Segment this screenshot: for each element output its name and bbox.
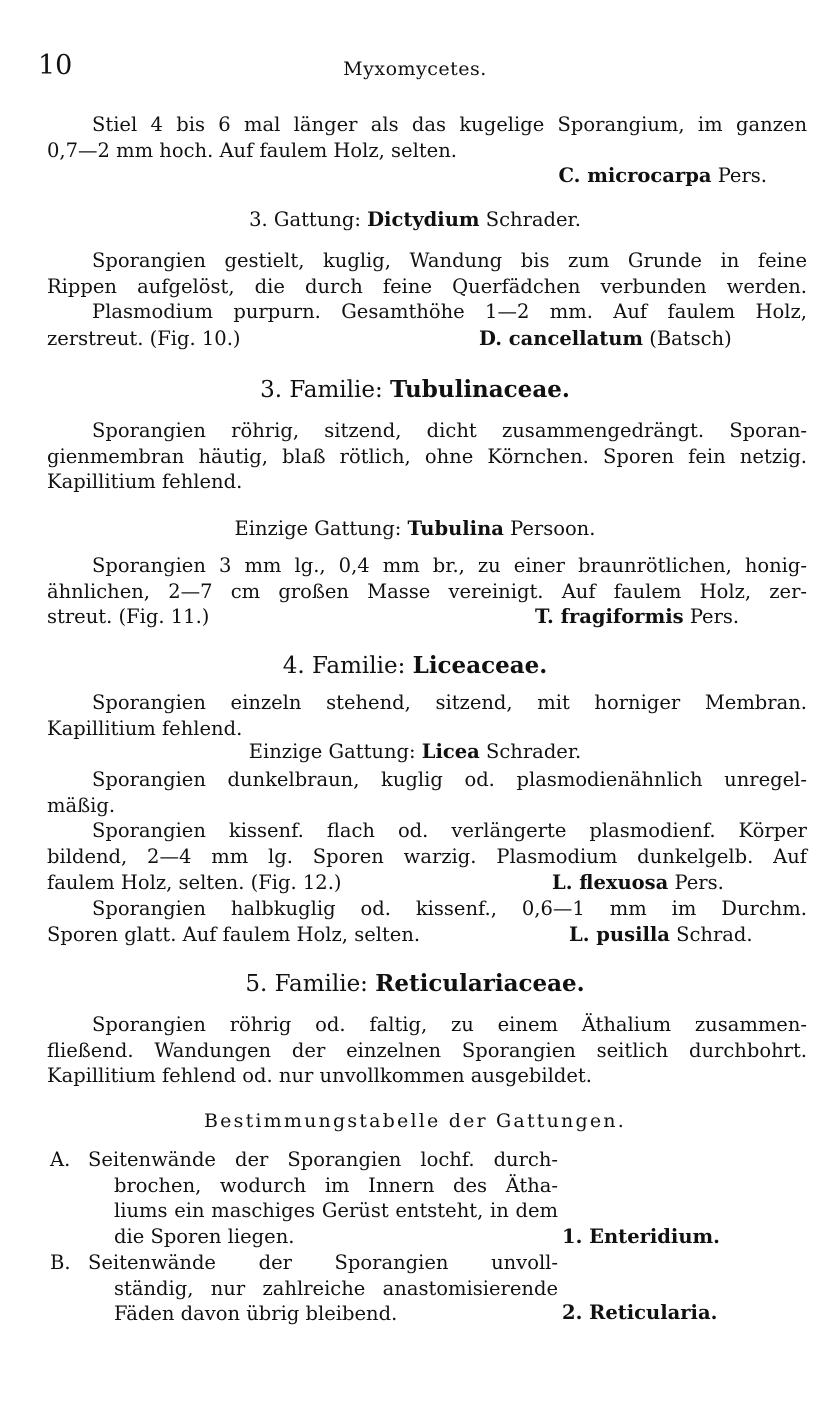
text-line: Seitenwände der Sporangien unvoll-: [88, 1251, 558, 1274]
text-line: mäßig.: [47, 793, 116, 817]
continuation-paragraph: [47, 112, 807, 163]
tubulinaceae-paragraph: [47, 418, 807, 495]
text-line: gienmembran häutig, blaß rötlich, ohne Körnchen. Sporen fein netzig.: [47, 444, 807, 468]
liceaceae-paragraph: [47, 690, 807, 741]
text-line: Rippen aufgelöst, die durch feine Querfädchen verbunden werden.: [47, 274, 807, 298]
key-entry-b: [50, 1250, 750, 1330]
text-line: ähnlichen, 2—7 cm großen Masse vereinigt. Auf faulem Holz, zer-: [47, 579, 807, 603]
text-line: Sporangien kissenf. flach od. verlängerte plasmodienf. Körper: [92, 819, 807, 842]
licea-key-paragraph: [47, 767, 807, 869]
species-line: [47, 326, 807, 352]
key-title: Bestimmungstabelle der Gattungen.: [204, 1110, 626, 1132]
genus-author: Persoon.: [503, 517, 596, 540]
running-title: Myxomycetes.: [343, 58, 487, 80]
species-name: T. fragiformis: [535, 605, 684, 628]
species-author: Schrad.: [676, 923, 753, 946]
text-line: streut. (Fig. 11.): [47, 605, 210, 628]
tubulina-paragraph: [47, 553, 807, 604]
species-line: [47, 870, 807, 896]
genus-prefix: 3. Gattung:: [249, 208, 368, 231]
text-line: 0,7—2 mm hoch. Auf faulem Holz, selten.: [47, 138, 457, 162]
genus-author: Schrader.: [479, 740, 582, 763]
species-line: [47, 163, 807, 189]
text-line: brochen, wodurch im Innern des Ätha-: [114, 1173, 558, 1197]
species-line: [47, 922, 807, 948]
key-text: [88, 1147, 558, 1249]
dictydium-paragraph: [47, 248, 807, 325]
key-entry-a: [50, 1147, 750, 1251]
species-author: Pers.: [717, 164, 767, 187]
genus-author: Schrader.: [479, 208, 581, 231]
text-line: Sporangien röhrig, sitzend, dicht zusammengedrängt. Sporan-: [92, 419, 807, 442]
text-line: die Sporen liegen.: [114, 1224, 295, 1248]
family-heading: [0, 652, 830, 679]
genus-heading: [0, 517, 830, 540]
species-name: D. cancellatum: [479, 327, 644, 350]
genus-prefix: Einzige Gattung:: [234, 517, 408, 540]
genus-name: Tubulina: [407, 517, 504, 540]
text-line: bildend, 2—4 mm lg. Sporen warzig. Plasmodium dunkelgelb. Auf: [47, 844, 807, 868]
text-line: Sporangien röhrig od. faltig, zu einem Äthalium zusammen-: [92, 1013, 807, 1036]
text-line: Sporangien gestielt, kuglig, Wandung bis zum Grunde in feine: [92, 249, 807, 272]
text-line: Stiel 4 bis 6 mal länger als das kugelige Sporangium, im ganzen: [92, 113, 807, 136]
text-line: Plasmodium purpurn. Gesamthöhe 1—2 mm. Auf faulem Holz,: [92, 300, 807, 323]
page-number: 10: [38, 50, 73, 81]
genus-name: Licea: [421, 740, 480, 763]
text-line: fließend. Wandungen der einzelnen Sporangien seitlich durchbohrt.: [47, 1038, 807, 1062]
text-line: faulem Holz, selten. (Fig. 12.): [47, 871, 342, 894]
key-letter: B.: [50, 1251, 71, 1274]
genus-heading: [0, 208, 830, 231]
key-letter: A.: [50, 1148, 71, 1171]
text-line: Seitenwände der Sporangien lochf. durch-: [88, 1148, 558, 1171]
family-prefix: 3. Familie:: [260, 377, 391, 403]
text-line: Sporen glatt. Auf faulem Holz, selten.: [47, 923, 421, 946]
family-heading: [0, 376, 830, 403]
family-name: Reticulariaceae.: [375, 970, 585, 997]
family-name: Liceaceae.: [412, 652, 548, 679]
family-name: Tubulinaceae.: [390, 376, 570, 403]
text-line: Sporangien halbkuglig od. kissenf., 0,6—1 mm im Durchm.: [92, 897, 807, 920]
text-line: Kapillitium fehlend.: [47, 470, 243, 493]
genus-name: Dictydium: [367, 208, 480, 231]
text-line: Sporangien einzeln stehend, sitzend, mit horniger Membran.: [92, 691, 807, 714]
text-line: Sporangien dunkelbraun, kuglig od. plasmodienähnlich unregel-: [92, 768, 807, 791]
species-author: Pers.: [689, 605, 740, 628]
text-line: Sporangien 3 mm lg., 0,4 mm br., zu einer braunrötlichen, honig-: [92, 554, 807, 577]
family-prefix: 4. Familie:: [282, 653, 413, 679]
text-line: Fäden davon übrig bleibend.: [114, 1302, 398, 1325]
text-line: ständig, nur zahlreiche anastomisierende: [114, 1276, 558, 1300]
key-result: 2. Reticularia.: [562, 1301, 718, 1324]
genus-prefix: Einzige Gattung:: [248, 740, 422, 763]
text-line: Kapillitium fehlend od. nur unvollkommen ausgebildet.: [47, 1064, 592, 1087]
species-name: C. microcarpa: [558, 164, 712, 187]
species-name: L. flexuosa: [552, 871, 669, 894]
licea-pusilla-paragraph: [47, 896, 807, 922]
text-line: liums ein maschiges Gerüst entsteht, in dem: [114, 1199, 558, 1222]
family-prefix: 5. Familie:: [245, 971, 376, 997]
species-line: [47, 604, 807, 630]
genus-heading: [0, 740, 830, 763]
text-line: Kapillitium fehlend.: [47, 716, 243, 740]
key-text: [88, 1250, 558, 1327]
reticulariaceae-paragraph: [47, 1012, 807, 1089]
species-author: (Batsch): [649, 327, 732, 350]
species-name: L. pusilla: [569, 923, 670, 946]
key-result: 1. Enteridium.: [562, 1225, 720, 1248]
family-heading: [0, 970, 830, 997]
species-author: Pers.: [674, 871, 724, 894]
text-line: zerstreut. (Fig. 10.): [47, 327, 241, 350]
